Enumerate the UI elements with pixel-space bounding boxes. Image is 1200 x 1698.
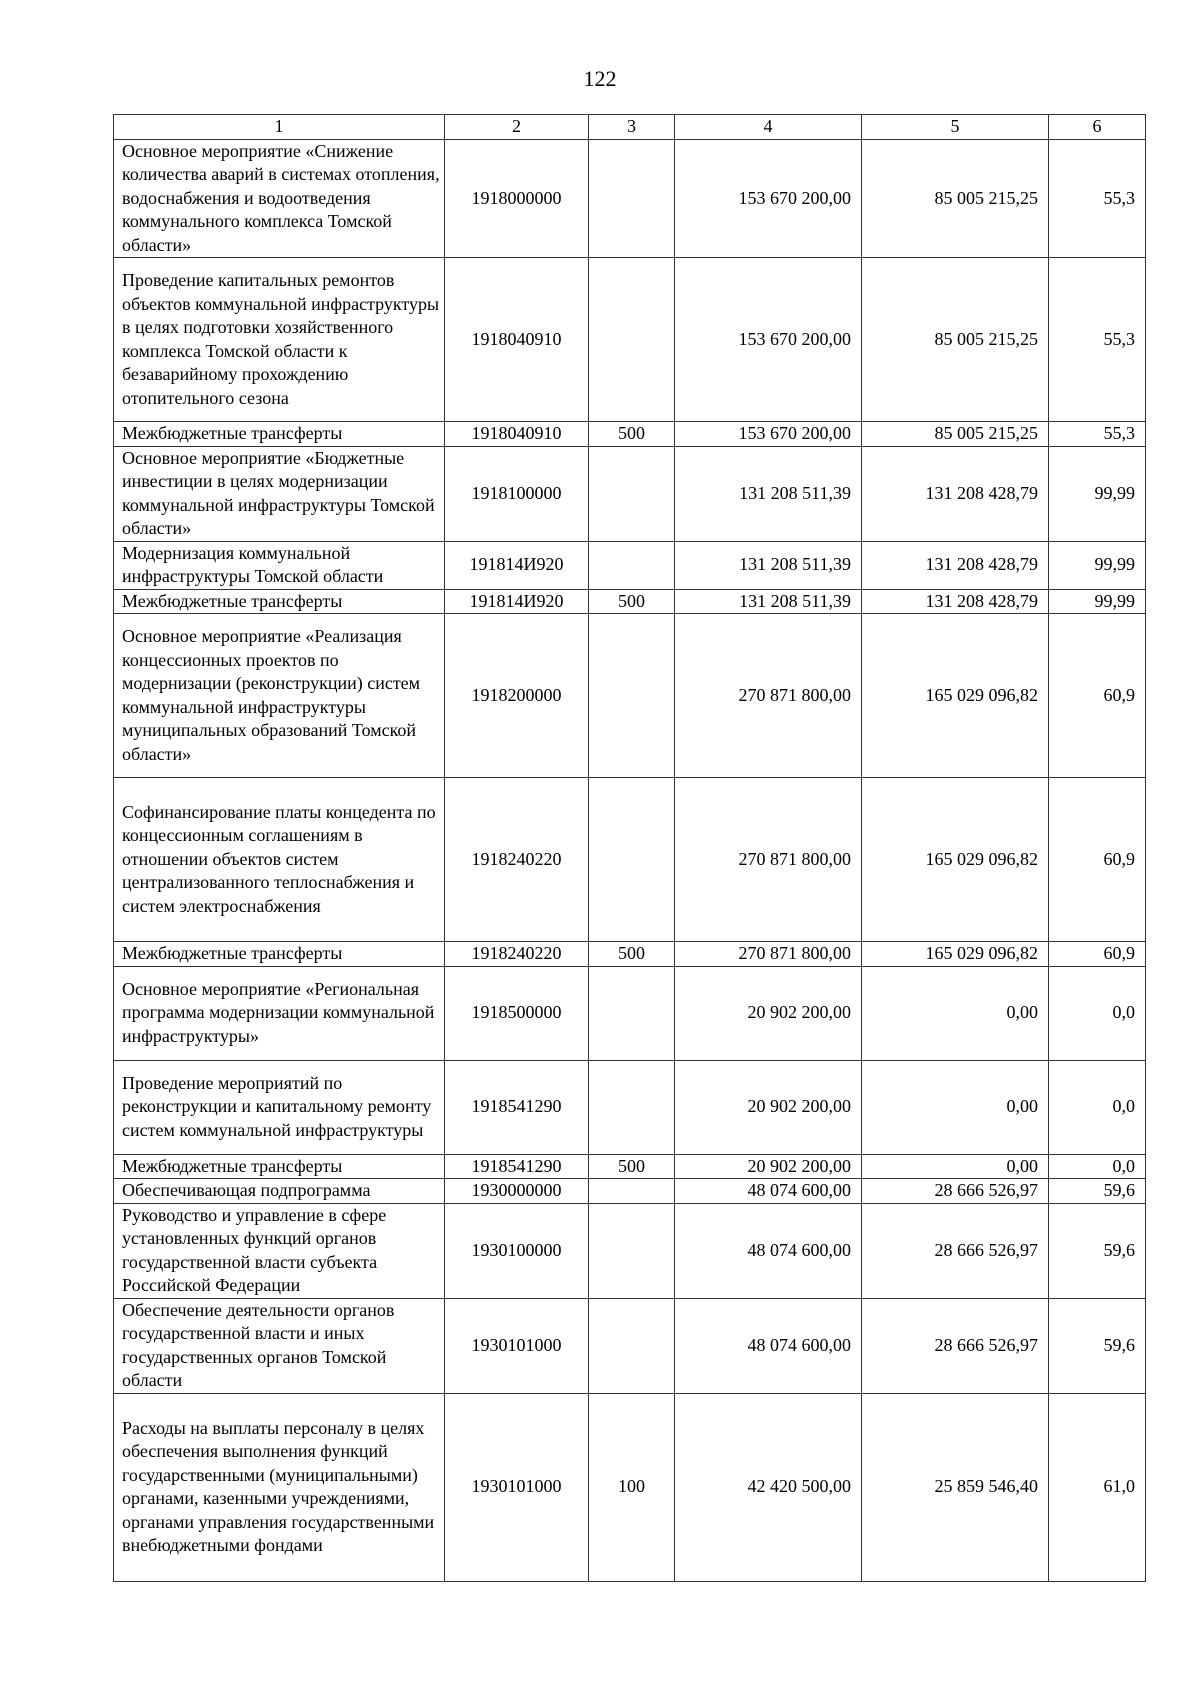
row-expense-type: [589, 1203, 675, 1298]
table-row: [114, 1298, 1146, 1393]
table-row: [114, 1179, 1146, 1204]
row-expense-type: [589, 1298, 675, 1393]
row-code: 1918240220: [445, 778, 589, 942]
row-percent: 60,9: [1049, 614, 1146, 778]
row-percent: 99,99: [1049, 541, 1146, 589]
row-expense-type: [589, 778, 675, 942]
row-fact-amount: 85 005 215,25: [862, 139, 1049, 258]
row-fact-amount: 165 029 096,82: [862, 778, 1049, 942]
row-plan-amount: 131 208 511,39: [675, 446, 862, 541]
header-col-3: 3: [589, 115, 675, 140]
row-code: 1918541290: [445, 1154, 589, 1179]
table-row: [114, 1203, 1146, 1298]
table-row: [114, 966, 1146, 1060]
row-fact-amount: 28 666 526,97: [862, 1179, 1049, 1204]
row-expense-type: [589, 1060, 675, 1154]
row-code: 1918240220: [445, 942, 589, 967]
row-fact-amount: 131 208 428,79: [862, 589, 1049, 614]
row-name: Обеспечение деятельности органов государственной власти и иных государственных органов Томской области: [114, 1298, 445, 1393]
row-fact-amount: 131 208 428,79: [862, 541, 1049, 589]
row-percent: 0,0: [1049, 1060, 1146, 1154]
row-plan-amount: 270 871 800,00: [675, 942, 862, 967]
row-name: Межбюджетные трансферты: [114, 422, 445, 447]
table-row: [114, 778, 1146, 942]
row-expense-type: [589, 614, 675, 778]
table-body: [114, 139, 1146, 1581]
row-plan-amount: 131 208 511,39: [675, 589, 862, 614]
row-expense-type: [589, 258, 675, 422]
row-name: Модернизация коммунальной инфраструктуры Томской области: [114, 541, 445, 589]
header-col-5: 5: [862, 115, 1049, 140]
row-fact-amount: 25 859 546,40: [862, 1393, 1049, 1581]
row-name: Проведение капитальных ремонтов объектов коммунальной инфраструктуры в целях подготовки хозяйственного комплекса Томской области к безаварийному прохождению отопительного сезона: [114, 258, 445, 422]
row-percent: 59,6: [1049, 1298, 1146, 1393]
row-code: 1918040910: [445, 422, 589, 447]
row-plan-amount: 48 074 600,00: [675, 1298, 862, 1393]
row-code: 1918500000: [445, 966, 589, 1060]
row-name: Основное мероприятие «Региональная программа модернизации коммунальной инфраструктуры»: [114, 966, 445, 1060]
row-code: 1930100000: [445, 1203, 589, 1298]
row-expense-type: 500: [589, 942, 675, 967]
row-plan-amount: 153 670 200,00: [675, 422, 862, 447]
row-code: 1930101000: [445, 1393, 589, 1581]
table-row: [114, 942, 1146, 967]
row-fact-amount: 165 029 096,82: [862, 614, 1049, 778]
row-fact-amount: 0,00: [862, 1154, 1049, 1179]
row-fact-amount: 28 666 526,97: [862, 1298, 1049, 1393]
header-col-4: 4: [675, 115, 862, 140]
table-row: [114, 139, 1146, 258]
row-name: Межбюджетные трансферты: [114, 589, 445, 614]
row-expense-type: [589, 966, 675, 1060]
row-plan-amount: 42 420 500,00: [675, 1393, 862, 1581]
table-row: [114, 1060, 1146, 1154]
row-percent: 60,9: [1049, 942, 1146, 967]
table-row: [114, 541, 1146, 589]
header-col-1: 1: [114, 115, 445, 140]
row-name: Основное мероприятие «Снижение количества аварий в системах отопления, водоснабжения и водоотведения коммунального комплекса Томской области»: [114, 139, 445, 258]
row-expense-type: 500: [589, 589, 675, 614]
table-row: [114, 446, 1146, 541]
row-plan-amount: 153 670 200,00: [675, 258, 862, 422]
header-col-2: 2: [445, 115, 589, 140]
row-plan-amount: 153 670 200,00: [675, 139, 862, 258]
table-row: [114, 422, 1146, 447]
row-name: Основное мероприятие «Реализация концессионных проектов по модернизации (реконструкции) систем коммунальной инфраструктуры муниципальных образований Томской области»: [114, 614, 445, 778]
table-row: [114, 1393, 1146, 1581]
row-name: Расходы на выплаты персоналу в целях обеспечения выполнения функций государственными (муниципальными) органами, казенными учреждениями, органами управления государственными внебюджетными фондами: [114, 1393, 445, 1581]
row-percent: 60,9: [1049, 778, 1146, 942]
row-percent: 61,0: [1049, 1393, 1146, 1581]
row-name: Основное мероприятие «Бюджетные инвестиции в целях модернизации коммунальной инфраструктуры Томской области»: [114, 446, 445, 541]
row-name: Межбюджетные трансферты: [114, 1154, 445, 1179]
row-fact-amount: 85 005 215,25: [862, 422, 1049, 447]
row-plan-amount: 270 871 800,00: [675, 778, 862, 942]
row-percent: 99,99: [1049, 589, 1146, 614]
table-header: [114, 115, 1146, 140]
row-percent: 59,6: [1049, 1203, 1146, 1298]
row-plan-amount: 48 074 600,00: [675, 1179, 862, 1204]
row-percent: 99,99: [1049, 446, 1146, 541]
header-row: [114, 115, 1146, 140]
row-name: Обеспечивающая подпрограмма: [114, 1179, 445, 1204]
row-plan-amount: 131 208 511,39: [675, 541, 862, 589]
row-fact-amount: 28 666 526,97: [862, 1203, 1049, 1298]
row-name: Проведение мероприятий по реконструкции и капитальному ремонту систем коммунальной инфраструктуры: [114, 1060, 445, 1154]
table-row: [114, 614, 1146, 778]
budget-table: [113, 114, 1146, 1582]
row-name: Руководство и управление в сфере установленных функций органов государственной власти субъекта Российской Федерации: [114, 1203, 445, 1298]
row-code: 191814И920: [445, 541, 589, 589]
row-fact-amount: 131 208 428,79: [862, 446, 1049, 541]
row-expense-type: [589, 541, 675, 589]
row-percent: 59,6: [1049, 1179, 1146, 1204]
header-col-6: 6: [1049, 115, 1146, 140]
row-fact-amount: 165 029 096,82: [862, 942, 1049, 967]
row-plan-amount: 20 902 200,00: [675, 1154, 862, 1179]
row-code: 1930101000: [445, 1298, 589, 1393]
row-percent: 55,3: [1049, 422, 1146, 447]
row-code: 1918100000: [445, 446, 589, 541]
row-plan-amount: 48 074 600,00: [675, 1203, 862, 1298]
row-expense-type: [589, 446, 675, 541]
row-plan-amount: 20 902 200,00: [675, 1060, 862, 1154]
row-percent: 55,3: [1049, 139, 1146, 258]
row-fact-amount: 85 005 215,25: [862, 258, 1049, 422]
row-expense-type: 500: [589, 422, 675, 447]
row-code: 191814И920: [445, 589, 589, 614]
row-plan-amount: 20 902 200,00: [675, 966, 862, 1060]
row-expense-type: [589, 139, 675, 258]
table-row: [114, 258, 1146, 422]
row-expense-type: 100: [589, 1393, 675, 1581]
row-code: 1918000000: [445, 139, 589, 258]
row-expense-type: 500: [589, 1154, 675, 1179]
row-percent: 0,0: [1049, 1154, 1146, 1179]
row-code: 1918541290: [445, 1060, 589, 1154]
table-row: [114, 1154, 1146, 1179]
row-name: Межбюджетные трансферты: [114, 942, 445, 967]
table-row: [114, 589, 1146, 614]
row-percent: 0,0: [1049, 966, 1146, 1060]
row-code: 1918040910: [445, 258, 589, 422]
row-fact-amount: 0,00: [862, 966, 1049, 1060]
row-name: Софинансирование платы концедента по концессионным соглашениям в отношении объектов систем централизованного теплоснабжения и систем электроснабжения: [114, 778, 445, 942]
row-code: 1930000000: [445, 1179, 589, 1204]
row-expense-type: [589, 1179, 675, 1204]
row-fact-amount: 0,00: [862, 1060, 1049, 1154]
row-percent: 55,3: [1049, 258, 1146, 422]
row-code: 1918200000: [445, 614, 589, 778]
page-number: 122: [583, 66, 617, 91]
row-plan-amount: 270 871 800,00: [675, 614, 862, 778]
